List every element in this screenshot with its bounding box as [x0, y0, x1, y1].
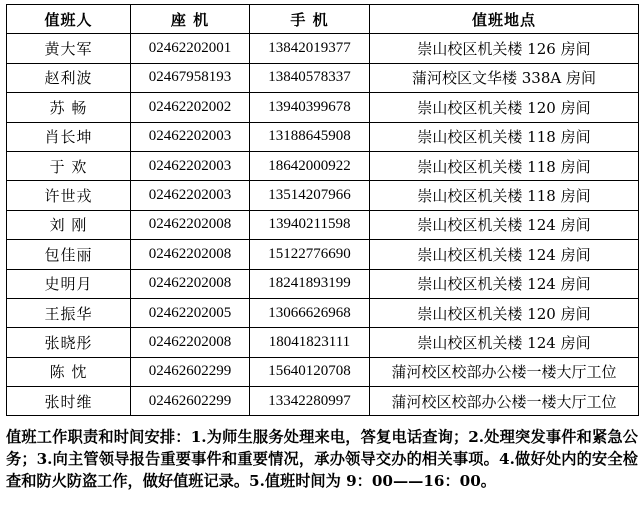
mobile-cell: 13842019377: [250, 34, 370, 63]
mobile-cell: 13940399678: [250, 93, 370, 122]
mobile-cell: 13188645908: [250, 122, 370, 151]
landline-cell: 02462202003: [131, 181, 250, 210]
location-cell: 崇山校区机关楼 118 房间: [370, 181, 639, 210]
name-cell: 许世戎: [7, 181, 131, 210]
location-cell: 蒲河校区文华楼 338A 房间: [370, 63, 639, 92]
location-cell: 崇山校区机关楼 126 房间: [370, 34, 639, 63]
name-cell: 包佳丽: [7, 240, 131, 269]
mobile-cell: 13940211598: [250, 210, 370, 239]
name-cell: 肖长坤: [7, 122, 131, 151]
name-cell: 黄大军: [7, 34, 131, 63]
landline-cell: 02462602299: [131, 387, 250, 416]
location-cell: 蒲河校区校部办公楼一楼大厅工位: [370, 387, 639, 416]
mobile-cell: 15122776690: [250, 240, 370, 269]
name-cell: 于 欢: [7, 151, 131, 180]
table-row: [7, 210, 639, 239]
name-cell: 张时维: [7, 387, 131, 416]
landline-cell: 02462202001: [131, 34, 250, 63]
mobile-cell: 18041823111: [250, 328, 370, 357]
landline-cell: 02462202008: [131, 269, 250, 298]
mobile-cell: 13066626968: [250, 298, 370, 327]
location-cell: 崇山校区机关楼 124 房间: [370, 210, 639, 239]
table-row: [7, 269, 639, 298]
location-cell: 崇山校区机关楼 120 房间: [370, 93, 639, 122]
location-cell: 崇山校区机关楼 120 房间: [370, 298, 639, 327]
duty-roster-table: [6, 4, 639, 416]
landline-cell: 02462202002: [131, 93, 250, 122]
landline-cell: 02462202005: [131, 298, 250, 327]
mobile-cell: 18241893199: [250, 269, 370, 298]
duty-instructions-note: 值班工作职责和时间安排：1.为师生服务处理来电，答复电话查询；2.处理突发事件和紧急公务；3.向主管领导报告重要事件和重要情况，承办领导交办的相关事项。4.做好处内的安全检查和防火防盗工作，做好值班记录。5.值班时间为 9：00——16：00。: [6, 428, 638, 490]
table-row: [7, 328, 639, 357]
location-cell: 蒲河校区校部办公楼一楼大厅工位: [370, 357, 639, 386]
landline-cell: 02462602299: [131, 357, 250, 386]
mobile-cell: 13514207966: [250, 181, 370, 210]
table-row: [7, 298, 639, 327]
location-cell: 崇山校区机关楼 118 房间: [370, 122, 639, 151]
table-row: [7, 181, 639, 210]
name-cell: 陈 忱: [7, 357, 131, 386]
landline-cell: 02462202008: [131, 328, 250, 357]
location-cell: 崇山校区机关楼 118 房间: [370, 151, 639, 180]
table-header-row: [7, 5, 639, 34]
name-cell: 刘 刚: [7, 210, 131, 239]
landline-cell: 02462202008: [131, 210, 250, 239]
name-cell: 苏 畅: [7, 93, 131, 122]
landline-cell: 02462202003: [131, 122, 250, 151]
mobile-cell: 18642000922: [250, 151, 370, 180]
location-cell: 崇山校区机关楼 124 房间: [370, 328, 639, 357]
table-row: [7, 151, 639, 180]
table-row: [7, 34, 639, 63]
header-location: 值班地点: [370, 5, 639, 34]
name-cell: 赵利波: [7, 63, 131, 92]
landline-cell: 02462202008: [131, 240, 250, 269]
table-row: [7, 240, 639, 269]
table-row: [7, 387, 639, 416]
header-landline: 座 机: [131, 5, 250, 34]
location-cell: 崇山校区机关楼 124 房间: [370, 269, 639, 298]
mobile-cell: 13840578337: [250, 63, 370, 92]
mobile-cell: 13342280997: [250, 387, 370, 416]
landline-cell: 02462202003: [131, 151, 250, 180]
header-duty-person: 值班人: [7, 5, 131, 34]
location-cell: 崇山校区机关楼 124 房间: [370, 240, 639, 269]
name-cell: 张晓彤: [7, 328, 131, 357]
name-cell: 史明月: [7, 269, 131, 298]
table-row: [7, 357, 639, 386]
header-mobile: 手 机: [250, 5, 370, 34]
table-row: [7, 122, 639, 151]
table-row: [7, 63, 639, 92]
table-row: [7, 93, 639, 122]
name-cell: 王振华: [7, 298, 131, 327]
mobile-cell: 15640120708: [250, 357, 370, 386]
landline-cell: 02467958193: [131, 63, 250, 92]
